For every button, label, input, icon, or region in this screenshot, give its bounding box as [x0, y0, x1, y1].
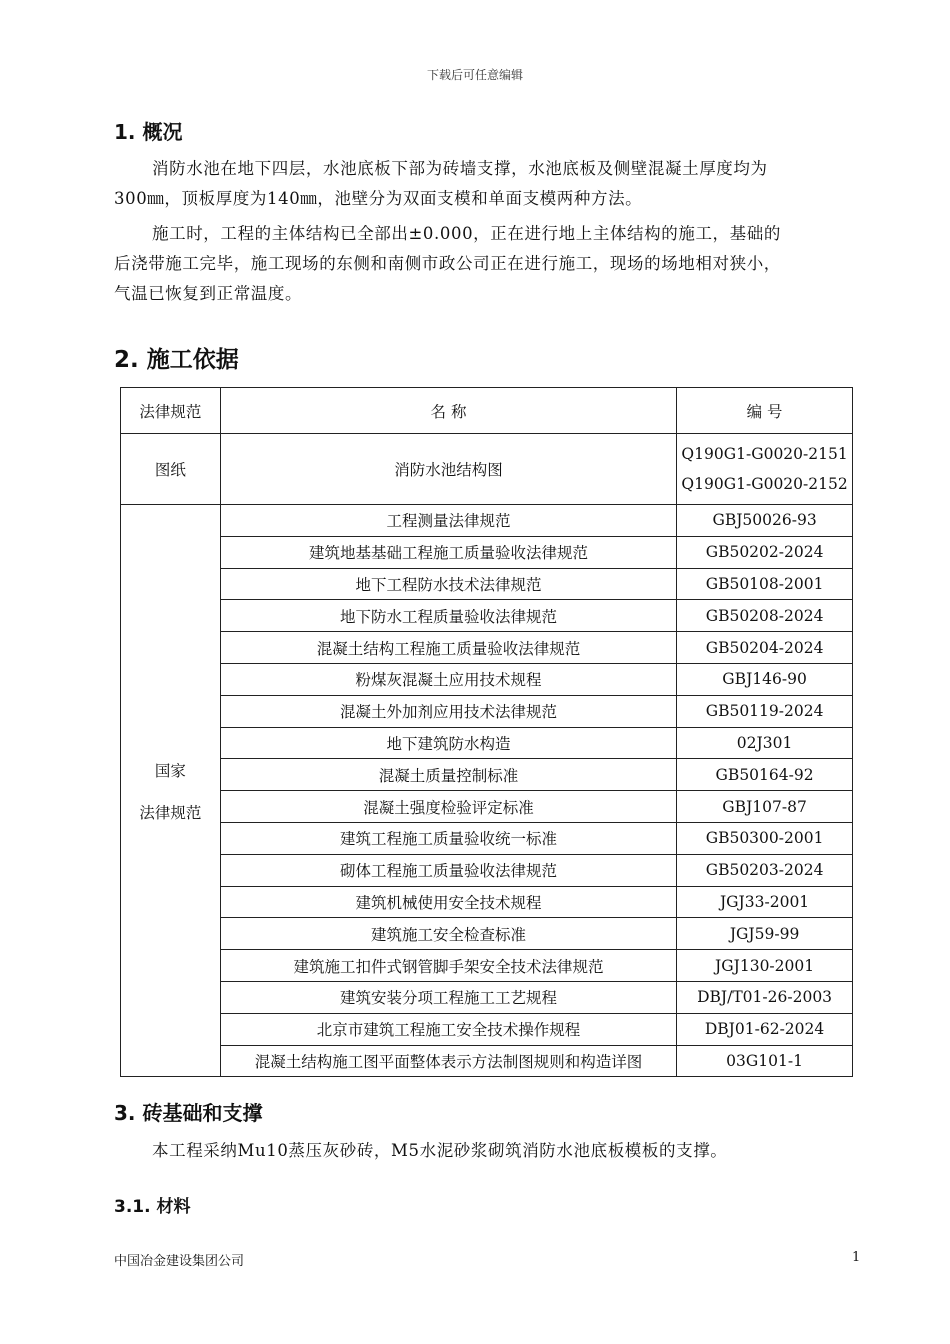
drawings-name: 消防水池结构图 — [220, 434, 676, 505]
table-row-drawings — [121, 434, 853, 505]
table-row — [121, 854, 853, 886]
standard-name: 建筑工程施工质量验收统一标准 — [220, 822, 676, 854]
section-3-paragraph — [114, 1136, 864, 1166]
section-1-title: 1. 概况 — [114, 120, 183, 144]
standard-code: JGJ59-99 — [677, 918, 853, 950]
table-row — [121, 505, 853, 537]
table-row — [121, 918, 853, 950]
standard-code: DBJ/T01-26-2003 — [677, 981, 853, 1013]
standard-code: 02J301 — [677, 727, 853, 759]
paragraph-line: 消防水池在地下四层，水池底板下部为砖墙支撑，水池底板及侧壁混凝土厚度均为 — [152, 159, 768, 178]
table-row — [121, 791, 853, 823]
paragraph-line: 本工程采纳Mu10蒸压灰砂砖，M5水泥砂浆砌筑消防水池底板模板的支撑。 — [152, 1141, 728, 1160]
standard-code: GB50164-92 — [677, 759, 853, 791]
standard-name: 建筑施工安全检查标准 — [220, 918, 676, 950]
standard-name: 混凝土结构施工图平面整体表示方法制图规则和构造详图 — [220, 1045, 676, 1077]
standard-name: 混凝土质量控制标准 — [220, 759, 676, 791]
paragraph-line: 后浇带施工完毕，施工现场的东侧和南侧市政公司正在进行施工，现场的场地相对狭小， — [114, 254, 781, 273]
drawing-code: Q190G1-G0020-2151 — [681, 445, 848, 463]
section-1-paragraph-1 — [114, 154, 864, 214]
header-name: 名 称 — [220, 388, 676, 434]
standard-name: 地下防水工程质量验收法律规范 — [220, 600, 676, 632]
standard-name: 建筑安装分项工程施工工艺规程 — [220, 981, 676, 1013]
table-row — [121, 727, 853, 759]
standard-code: 03G101-1 — [677, 1045, 853, 1077]
standard-code: GBJ50026-93 — [677, 505, 853, 537]
standard-name: 工程测量法律规范 — [220, 505, 676, 537]
page-number: 1 — [852, 1250, 861, 1265]
table-row — [121, 600, 853, 632]
standard-code: GB50203-2024 — [677, 854, 853, 886]
table-header-row — [121, 388, 853, 434]
table-row — [121, 695, 853, 727]
construction-basis-table — [120, 387, 853, 1077]
table-row — [121, 1045, 853, 1077]
table-row — [121, 981, 853, 1013]
drawing-code: Q190G1-G0020-2152 — [681, 475, 848, 493]
standard-name: 地下工程防水技术法律规范 — [220, 568, 676, 600]
standard-name: 北京市建筑工程施工安全技术操作规程 — [220, 1013, 676, 1045]
table-row — [121, 663, 853, 695]
paragraph-line: 施工时，工程的主体结构已全部出±0.000，正在进行地上主体结构的施工，基础的 — [152, 224, 781, 243]
standard-name: 混凝土结构工程施工质量验收法律规范 — [220, 632, 676, 664]
standard-name: 混凝土强度检验评定标准 — [220, 791, 676, 823]
header-category: 法律规范 — [121, 388, 221, 434]
standard-name: 建筑地基基础工程施工质量验收法律规范 — [220, 536, 676, 568]
paragraph-line: 气温已恢复到正常温度。 — [114, 284, 303, 303]
standard-code: GB50300-2001 — [677, 822, 853, 854]
standard-code: DBJ01-62-2024 — [677, 1013, 853, 1045]
standard-code: GB50108-2001 — [677, 568, 853, 600]
table-row — [121, 536, 853, 568]
standard-name: 建筑机械使用安全技术规程 — [220, 886, 676, 918]
standard-name: 粉煤灰混凝土应用技术规程 — [220, 663, 676, 695]
standard-code: GB50208-2024 — [677, 600, 853, 632]
footer-company: 中国冶金建设集团公司 — [114, 1254, 245, 1269]
standard-name: 地下建筑防水构造 — [220, 727, 676, 759]
standard-code: JGJ33-2001 — [677, 886, 853, 918]
table-row — [121, 759, 853, 791]
table-row — [121, 822, 853, 854]
table-row — [121, 568, 853, 600]
standard-code: GB50119-2024 — [677, 695, 853, 727]
page-header: 下载后可任意编辑 — [426, 68, 523, 82]
standard-name: 砌体工程施工质量验收法律规范 — [220, 854, 676, 886]
header-code: 编 号 — [677, 388, 853, 434]
national-category-line: 法律规范 — [139, 803, 202, 822]
paragraph-line: 300㎜，顶板厚度为140㎜，池壁分为双面支模和单面支模两种方法。 — [114, 189, 643, 208]
drawings-category: 图纸 — [121, 434, 221, 505]
standard-name: 建筑施工扣件式钢管脚手架安全技术法律规范 — [220, 950, 676, 982]
table-row — [121, 886, 853, 918]
standard-code: GB50204-2024 — [677, 632, 853, 664]
drawings-codes — [677, 434, 853, 505]
standard-code: JGJ130-2001 — [677, 950, 853, 982]
standard-code: GBJ146-90 — [677, 663, 853, 695]
standard-code: GB50202-2024 — [677, 536, 853, 568]
national-category-line: 国家 — [154, 761, 186, 780]
standard-code: GBJ107-87 — [677, 791, 853, 823]
national-category — [121, 505, 221, 1077]
section-1-paragraph-2 — [114, 219, 864, 309]
table-row — [121, 950, 853, 982]
section-3-1-title: 3.1. 材料 — [114, 1197, 191, 1217]
section-3-title: 3. 砖基础和支撑 — [114, 1101, 263, 1125]
section-2-title: 2. 施工依据 — [114, 347, 239, 373]
table-row — [121, 1013, 853, 1045]
standard-name: 混凝土外加剂应用技术法律规范 — [220, 695, 676, 727]
table-row — [121, 632, 853, 664]
